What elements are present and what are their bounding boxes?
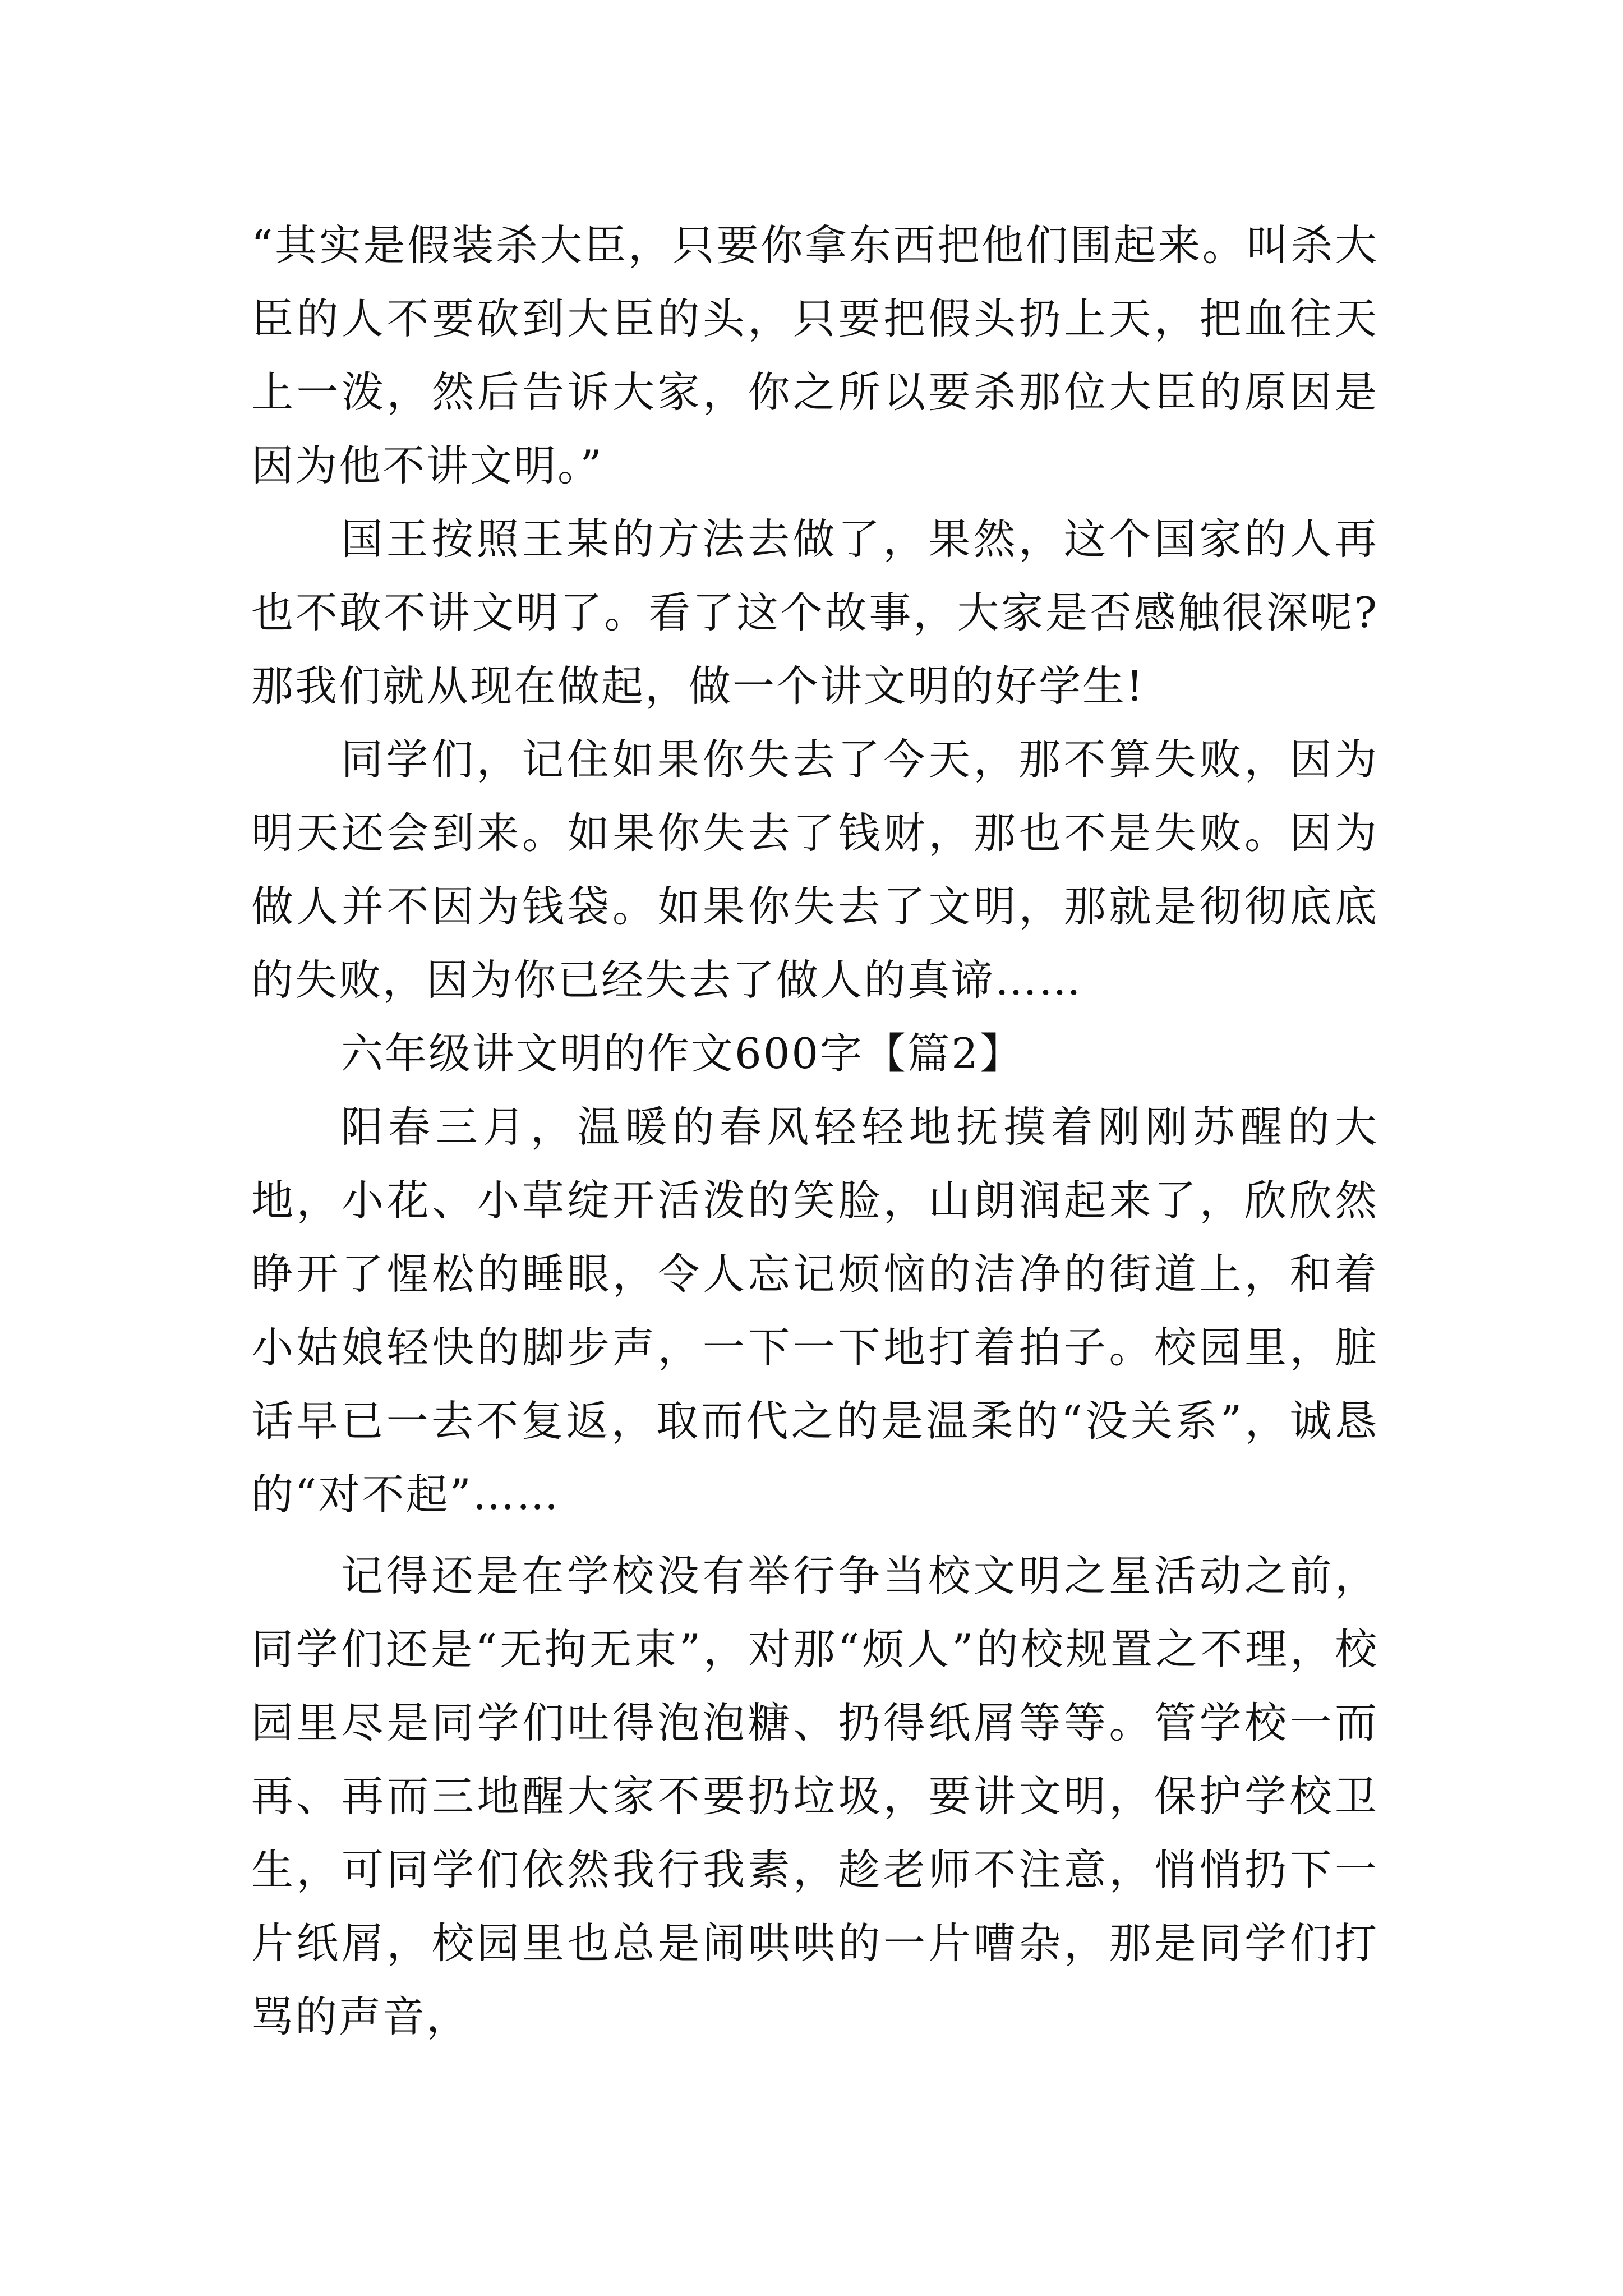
paragraph-5: 记得还是在学校没有举行争当校文明之星活动之前，同学们还是“无拘无束”，对那“烦人”的校规置之不理，校园里尽是同学们吐得泡泡糖、扔得纸屑等等。管学校一而再、再而三地醒大家不要扔垃圾，要讲文明，保护学校卫生，可同学们依然我行我素，趁老师不注意，悄悄扔下一片纸屑，校园里也总是闹哄哄的一片嘈杂，那是同学们打骂的声音， <box>251 1551 1378 2041</box>
paragraph-1: “其实是假装杀大臣，只要你拿东西把他们围起来。叫杀大臣的人不要砍到大臣的头，只要把假头扔上天，把血往天上一泼，然后告诉大家，你之所以要杀那位大臣的原因是因为他不讲文明。” <box>251 220 1378 490</box>
document-body <box>251 209 1378 2054</box>
paragraph-3: 同学们，记住如果你失去了今天，那不算失败，因为明天还会到来。如果你失去了钱财，那也不是失败。因为做人并不因为钱袋。如果你失去了文明，那就是彻彻底底的失败，因为你已经失去了做人的真谛…… <box>251 735 1378 1005</box>
paragraph-4: 阳春三月，温暖的春风轻轻地抚摸着刚刚苏醒的大地，小花、小草绽开活泼的笑脸，山朗润起来了，欣欣然睁开了惺松的睡眼，令人忘记烦恼的洁净的街道上，和着小姑娘轻快的脚步声，一下一下地打着拍子。校园里，脏话早已一去不复返，取而代之的是温柔的“没关系”，诚恳的“对不起”…… <box>251 1102 1378 1519</box>
paragraph-2: 国王按照王某的方法去做了，果然，这个国家的人再也不敢不讲文明了。看了这个故事，大家是否感触很深呢?那我们就从现在做起，做一个讲文明的好学生! <box>251 514 1378 711</box>
section-heading: 六年级讲文明的作文600字【篇2】 <box>341 1029 1023 1078</box>
